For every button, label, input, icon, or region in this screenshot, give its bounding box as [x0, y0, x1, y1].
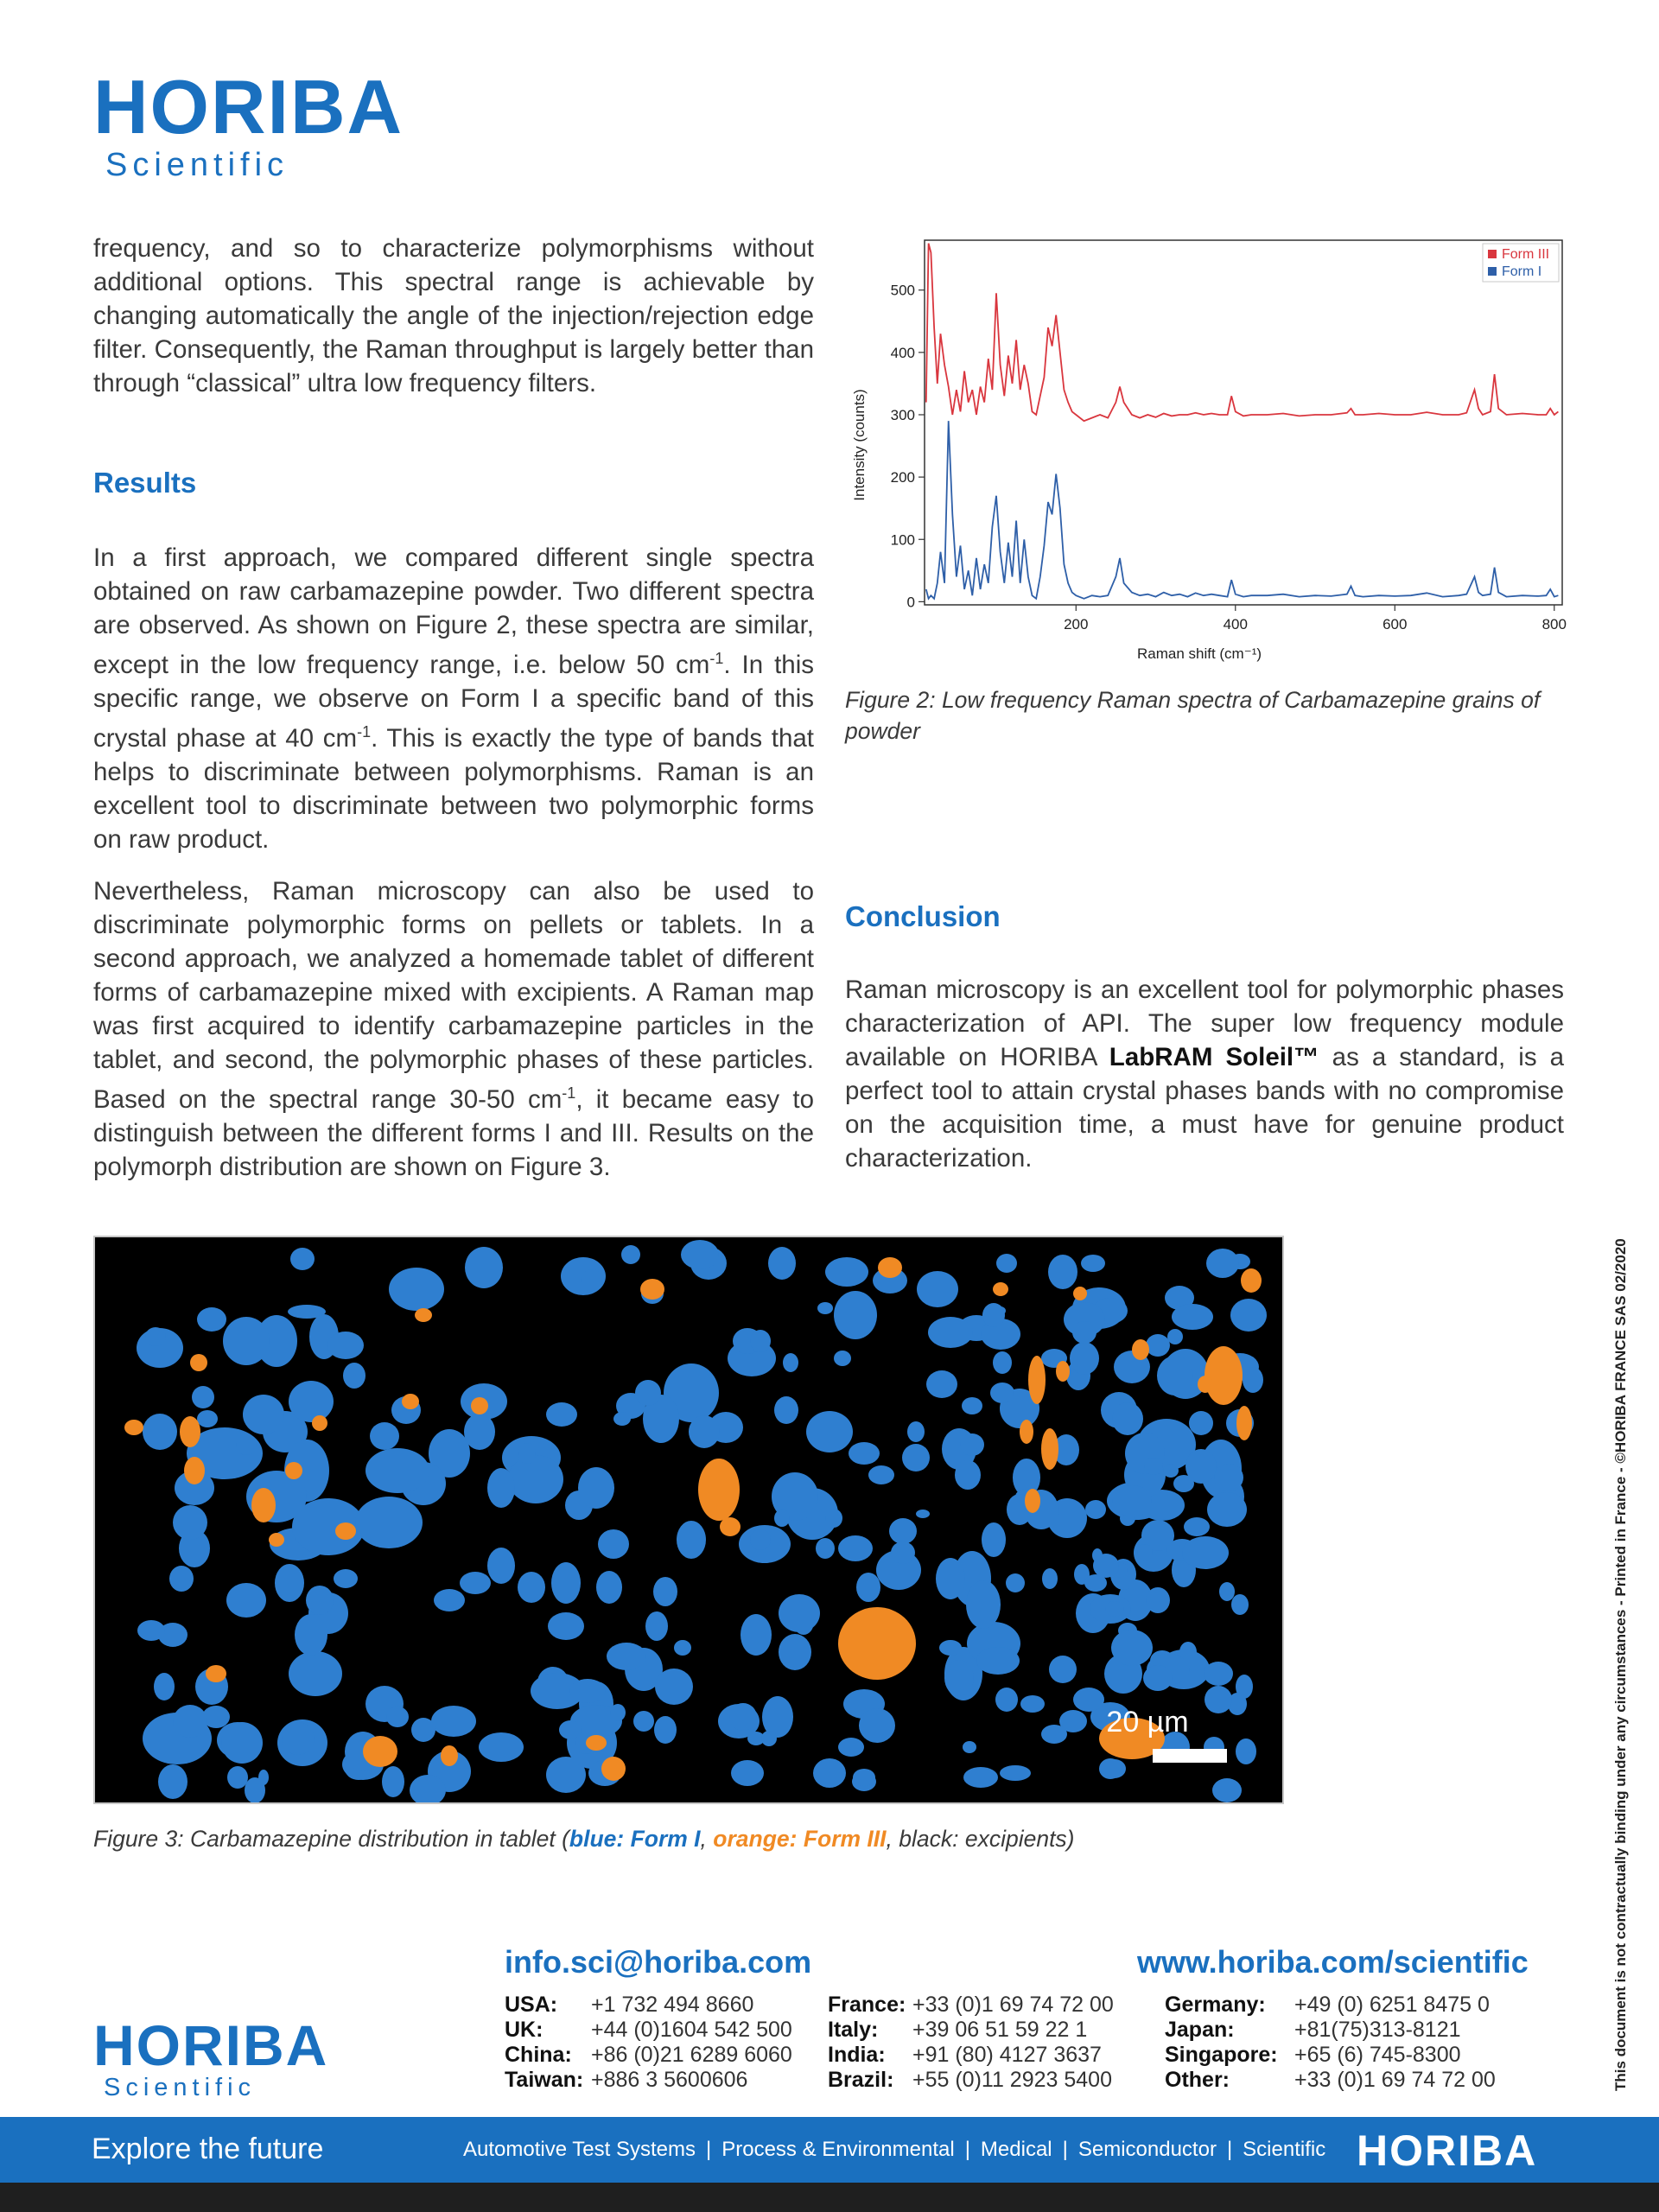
plot-frame	[925, 240, 1562, 605]
contact-row	[828, 1993, 1114, 2018]
results-heading: Results	[93, 467, 197, 499]
phone-number: +91 (80) 4127 3637	[912, 2043, 1102, 2067]
horiba-footer-logo	[93, 2013, 329, 2101]
results-paragraph-1	[93, 541, 814, 856]
phone-number: +65 (6) 745-8300	[1294, 2043, 1461, 2067]
axes	[891, 240, 1567, 632]
country-label: France:	[828, 1993, 906, 2017]
caption-form-1: blue: Form I	[569, 1826, 701, 1852]
legend-label-2: Form I	[1502, 264, 1542, 279]
footer-link-scientific[interactable]: Scientific	[1243, 2138, 1326, 2161]
caption-form-3: orange: Form III	[713, 1826, 887, 1852]
phone-number: +33 (0)1 69 74 72 00	[912, 1993, 1114, 2017]
y-tick-label: 400	[890, 344, 915, 361]
contact-row	[505, 2018, 792, 2043]
country-label: India:	[828, 2043, 886, 2067]
contacts-column-3	[1165, 1993, 1496, 2093]
y-tick-label: 300	[890, 406, 915, 423]
contact-row	[828, 2068, 1114, 2093]
caption-text: , black: excipients)	[886, 1826, 1075, 1852]
footer-link-medical[interactable]: Medical	[980, 2138, 1052, 2161]
country-label: UK:	[505, 2018, 543, 2042]
contact-row	[828, 2043, 1114, 2068]
text-run: Raman microscopy is an excellent tool for polymorphic phases characterization of API. The super low frequency module available on HORIBA	[845, 976, 1564, 1071]
plot-area	[926, 244, 1559, 599]
series-line-1	[926, 244, 1559, 422]
logo-wordmark: HORIBA	[93, 64, 404, 149]
text-run: as a standard, is a perfect tool to attain crystal phases bands with no compromise on the acquisition time, a must have for genuine product characterization.	[845, 1043, 1564, 1173]
intro-text: frequency, and so to characterize polymorphisms without additional options. This spectral range is achievable by changing automatically the angle of the injection/rejection edge filter. Consequently, the Raman throughput is largely better than through “classical” ultra low frequency filters.	[93, 234, 814, 397]
product-name: LabRAM Soleil™	[1109, 1043, 1319, 1071]
email-link[interactable]: info.sci@horiba.com	[505, 1944, 812, 1980]
contacts-column-2	[828, 1993, 1114, 2093]
contacts-column-1	[505, 1993, 792, 2093]
country-label: Germany:	[1165, 1993, 1266, 2017]
phone-number: +81(75)313-8121	[1294, 2018, 1461, 2042]
country-label: Japan:	[1165, 2018, 1235, 2042]
y-tick-label: 0	[906, 594, 915, 611]
footer-separator: |	[1062, 2138, 1068, 2161]
footer-link-process[interactable]: Process & Environmental	[721, 2138, 955, 2161]
logo-wordmark: HORIBA	[93, 2013, 329, 2077]
footer-separator: |	[1226, 2138, 1233, 2161]
scale-bar-label: 20 µm	[1106, 1706, 1189, 1738]
contact-row	[505, 2068, 792, 2093]
figure-2-caption: Figure 2: Low frequency Raman spectra of Carbamazepine grains of powder	[845, 687, 1541, 744]
results-paragraph-2-text	[93, 874, 814, 1184]
phone-number: +886 3 5600606	[591, 2068, 748, 2092]
text-run: , it became easy to distinguish between the different forms I and III. Results on the polymorph distribution are shown on Figure 3.	[93, 1084, 814, 1181]
contact-row	[1165, 2018, 1496, 2043]
intro-paragraph	[93, 232, 814, 400]
contact-row	[1165, 2068, 1496, 2093]
results-paragraph-1-text	[93, 541, 814, 856]
phone-number: +33 (0)1 69 74 72 00	[1294, 2068, 1496, 2092]
contact-row	[505, 2043, 792, 2068]
y-tick-label: 200	[890, 469, 915, 486]
raman-spectra-chart	[838, 233, 1573, 674]
bottom-strip	[0, 2183, 1659, 2212]
y-axis-label: Intensity (counts)	[851, 389, 868, 501]
country-label: China:	[505, 2043, 572, 2067]
logo-subtitle: Scientific	[105, 147, 289, 183]
contact-row	[505, 1993, 792, 2018]
x-tick-label: 800	[1541, 616, 1567, 632]
footer-horiba-logo: HORIBA	[1357, 2126, 1538, 2175]
footer-separator: |	[964, 2138, 970, 2161]
phone-number: +39 06 51 59 22 1	[912, 2018, 1088, 2042]
raman-map-graphic	[95, 1237, 1282, 1802]
phone-number: +44 (0)1604 542 500	[591, 2018, 792, 2042]
phone-number: +55 (0)11 2923 5400	[912, 2068, 1112, 2092]
legend-swatch-2	[1488, 267, 1497, 276]
caption-separator: ,	[700, 1826, 714, 1852]
horiba-logo	[93, 64, 404, 183]
country-label: Italy:	[828, 2018, 879, 2042]
x-tick-label: 600	[1382, 616, 1408, 632]
footer-bar	[0, 2117, 1659, 2183]
phone-number: +49 (0) 6251 8475 0	[1294, 1993, 1490, 2017]
superscript: -1	[562, 1084, 576, 1102]
text-run: . This is exactly the type of bands that helps to discriminate between polymorphisms. Raman is an excellent tool to discriminate between two polymorphic forms on raw product.	[93, 723, 814, 854]
chart-legend	[1483, 244, 1559, 282]
contact-row	[828, 2018, 1114, 2043]
footer-links	[463, 2138, 1325, 2162]
conclusion-heading: Conclusion	[845, 900, 1001, 932]
x-axis-label: Raman shift (cm⁻¹)	[1136, 645, 1262, 662]
x-tick-label: 400	[1223, 616, 1248, 632]
footer-link-semiconductor[interactable]: Semiconductor	[1077, 2138, 1217, 2161]
text-run: Nevertheless, Raman microscopy can also be used to discriminate polymorphic forms on pellets or tablets. In a second approach, we analyzed a homemade tablet of different forms of carbamazepine mixed with excipients. A Raman map was first acquired to identify carbamazepine particles in the tablet, and second, the polymorphic phases of these particles. Based on the spectral range 30-50 cm	[93, 877, 814, 1114]
website-link[interactable]: www.horiba.com/scientific	[1137, 1944, 1529, 1980]
scale-bar	[1153, 1749, 1227, 1763]
phone-number: +1 732 494 8660	[591, 1993, 754, 2017]
caption-text: Figure 3: Carbamazepine distribution in tablet (	[93, 1826, 569, 1852]
series-line-2	[926, 421, 1559, 599]
country-label: Brazil:	[828, 2068, 894, 2092]
y-tick-label: 500	[890, 282, 915, 299]
country-label: Singapore:	[1165, 2043, 1278, 2067]
figure-3-caption	[93, 1823, 1303, 1854]
conclusion-text	[845, 973, 1564, 1175]
contact-row	[1165, 2043, 1496, 2068]
text-run: In a first approach, we compared different single spectra obtained on raw carbamazepine powder. Two different spectra are observed. As shown on Figure 2, these spectra are similar, except in the low frequency range, i.e. below 50 cm	[93, 543, 814, 679]
country-label: USA:	[505, 1993, 558, 2017]
conclusion-paragraph	[845, 973, 1564, 1175]
country-label: Other:	[1165, 2068, 1230, 2092]
footer-tagline: Explore the future	[92, 2133, 324, 2165]
footer-link-automotive[interactable]: Automotive Test Systems	[463, 2138, 696, 2161]
contact-row	[1165, 1993, 1496, 2018]
y-tick-label: 100	[890, 531, 915, 549]
country-label: Taiwan:	[505, 2068, 584, 2092]
text-run: . In this specific range, we observe on Form I a specific band of this crystal phase at 40 cm	[93, 650, 814, 753]
footer-separator: |	[706, 2138, 712, 2161]
superscript: -1	[709, 650, 724, 667]
x-tick-label: 200	[1064, 616, 1089, 632]
legend-swatch-1	[1488, 250, 1497, 258]
raman-map-image	[93, 1236, 1284, 1804]
phone-number: +86 (0)21 6289 6060	[591, 2043, 792, 2067]
logo-subtitle: Scientific	[104, 2074, 257, 2101]
legal-side-note: This document is not contractually binding under any circumstances - Printed in France - ©HORIBA FRANCE SAS 02/2020	[1612, 1238, 1629, 2091]
superscript: -1	[357, 722, 372, 741]
legend-label-1: Form III	[1502, 247, 1550, 262]
results-paragraph-2	[93, 874, 814, 1184]
